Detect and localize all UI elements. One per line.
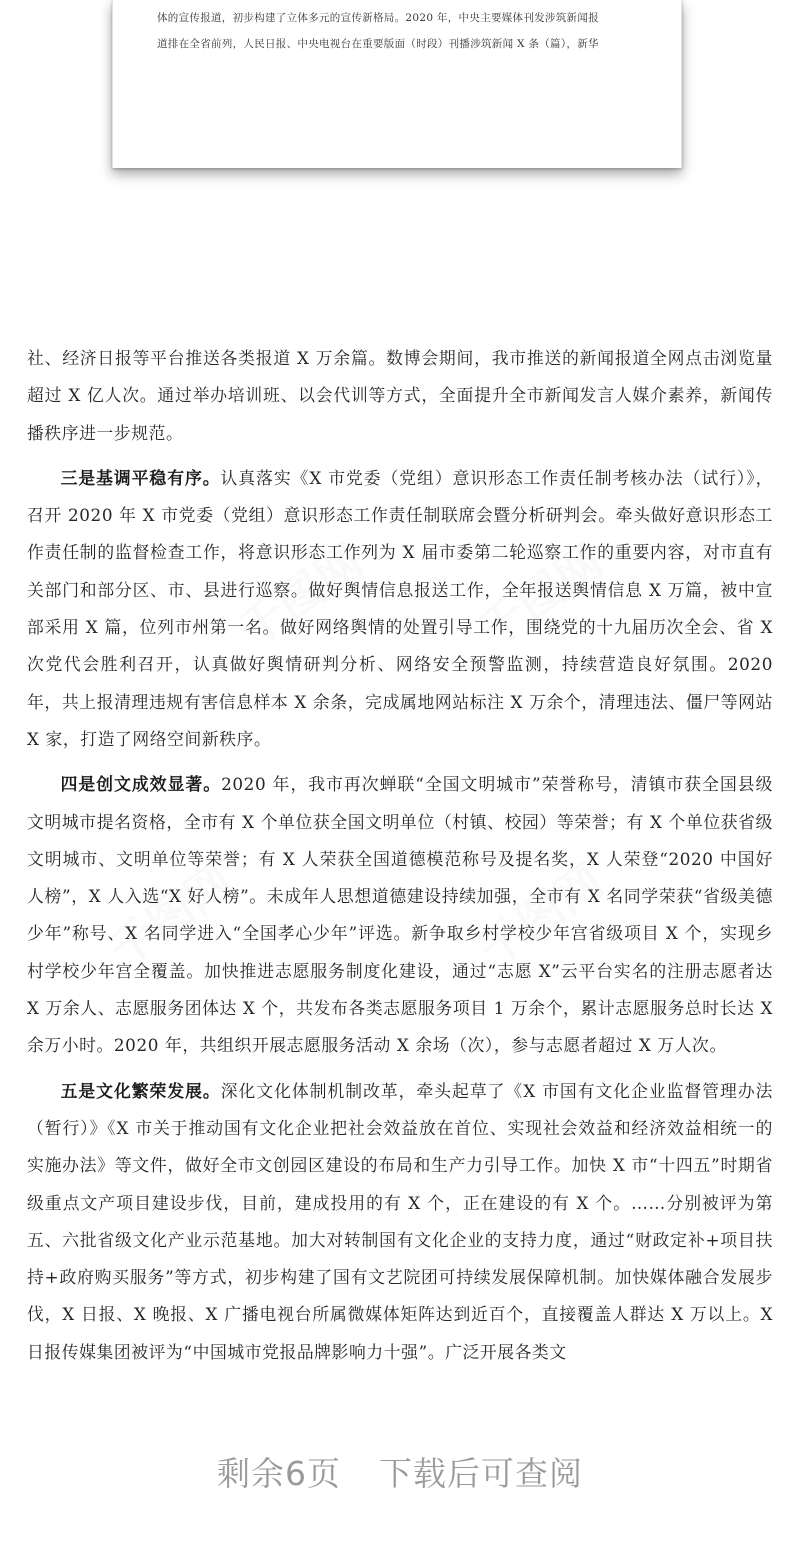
- watermark-logo: 千图网: [468, 533, 613, 658]
- paragraph-text: 认真落实《X 市党委（党组）意识形态工作责任制考核办法（试行）》，召开 2020 年 X 市党委（党组）意识形态工作责任制联席会暨分析研判会。牵头做好意识形态工作责任制的监督检查工作，将意识形态工作列为 X 届市委第二轮巡察工作的重要内容，对市直有关部门和部分区、市、县进行巡察。做好舆情信息报送工作，全年报送舆情信息 X 万篇，被中宣部采用 X 篇，位列市州第一名。做好网络舆情的处置引导工作，围绕党的十九届历次全会、省 X 次党代会胜利召开，认真做好舆情研判分析、网络安全预警监测，持续营造良好氛围。2020 年，共上报清理违规有害信息样本 X 余条，完成属地网站标注 X 万余个，清理违法、僵尸等网站 X 家，打造了网络空间新秩序。: [27, 467, 774, 749]
- paragraph-lead: 五是文化繁荣发展。: [60, 1080, 221, 1101]
- download-prompt-banner[interactable]: [0, 1448, 800, 1495]
- watermark-logo: 千图网: [468, 853, 613, 978]
- paragraph-tone-stable: [27, 460, 773, 758]
- watermark-logo: 千图网: [98, 853, 243, 978]
- page-preview-card: [112, 0, 682, 168]
- paragraph-text: 2020 年，我市再次蝉联“全国文明城市”荣誉称号，清镇市获全国县级文明城市提名资格，全市有 X 个单位获全国文明单位（村镇、校园）等荣誉；有 X 个单位获省级文明城市、文明单位等荣誉；有 X 人荣获全国道德模范称号及提名奖，X 人荣登“2020 中国好人榜”，X 人入选“X 好人榜”。未成年人思想道德建设持续加强，全市有 X 名同学荣获“省级美德少年”称号、X 名同学进入“全国孝心少年”评选。新争取乡村学校少年宫省级项目 X 个，实现乡村学校少年宫全覆盖。加快推进志愿服务制度化建设，通过“志愿 X”云平台实名的注册志愿者达 X 万余人、志愿服务团体达 X 个，共发布各类志愿服务项目 1 万余个，累计志愿服务总时长达 X 余万小时。2020 年，共组织开展志愿服务活动 X 余场（次），参与志愿者超过 X 万人次。: [27, 774, 773, 1056]
- paragraph-text: 社、经济日报等平台推送各类报道 X 万余篇。数博会期间，我市推送的新闻报道全网点击浏览量超过 X 亿人次。通过举办培训班、以会代训等方式，全面提升全市新闻发言人媒介素养，新闻传播秩序进一步规范。: [27, 348, 773, 443]
- preview-line-1: 体的宣传报道，初步构建了立体多元的宣传新格局。2020 年，中央主要媒体刊发涉筑新闻报: [157, 12, 599, 24]
- paragraph-text: 深化文化体制机制改革，牵头起草了《X 市国有文化企业监督管理办法（暂行）》《X 市关于推动国有文化企业把社会效益放在首位、实现社会效益和经济效益相统一的实施办法》等文件，做好全市文创园区建设的布局和生产力引导工作。加快 X 市“十四五”时期省级重点文产项目建设步伐，目前，建成投用的有 X 个，正在建设的有 X 个。……分别被评为第五、六批省级文化产业示范基地。加大对转制国有文化企业的支持力度，通过“财政定补+项目扶持+政府购买服务”等方式，初步构建了国有文艺院团可持续发展保障机制。加快媒体融合发展步伐，X 日报、X 晚报、X 广播电视台所属微媒体矩阵达到近百个，直接覆盖人群达 X 万以上。X 日报传媒集团被评为“中国城市党报品牌影响力十强”。广泛开展各类文: [27, 1080, 773, 1362]
- paragraph-culture: [27, 1073, 773, 1371]
- paragraph-lead: 三是基调平稳有序。: [60, 467, 221, 488]
- paragraph-continuation: [27, 340, 773, 452]
- preview-line-2: 道排在全省前列，人民日报、中央电视台在重要版面（时段）刊播涉筑新闻 X 条（篇），新华: [157, 38, 599, 50]
- paragraph-lead: 四是创文成效显著。: [60, 774, 222, 795]
- paragraph-civilization: [27, 766, 773, 1064]
- remaining-pages-label: 剩余6页: [217, 1454, 341, 1493]
- download-to-view-label: 下载后可查阅: [379, 1454, 583, 1493]
- watermark-logo: 千图网: [228, 533, 373, 658]
- document-body: [27, 340, 773, 1371]
